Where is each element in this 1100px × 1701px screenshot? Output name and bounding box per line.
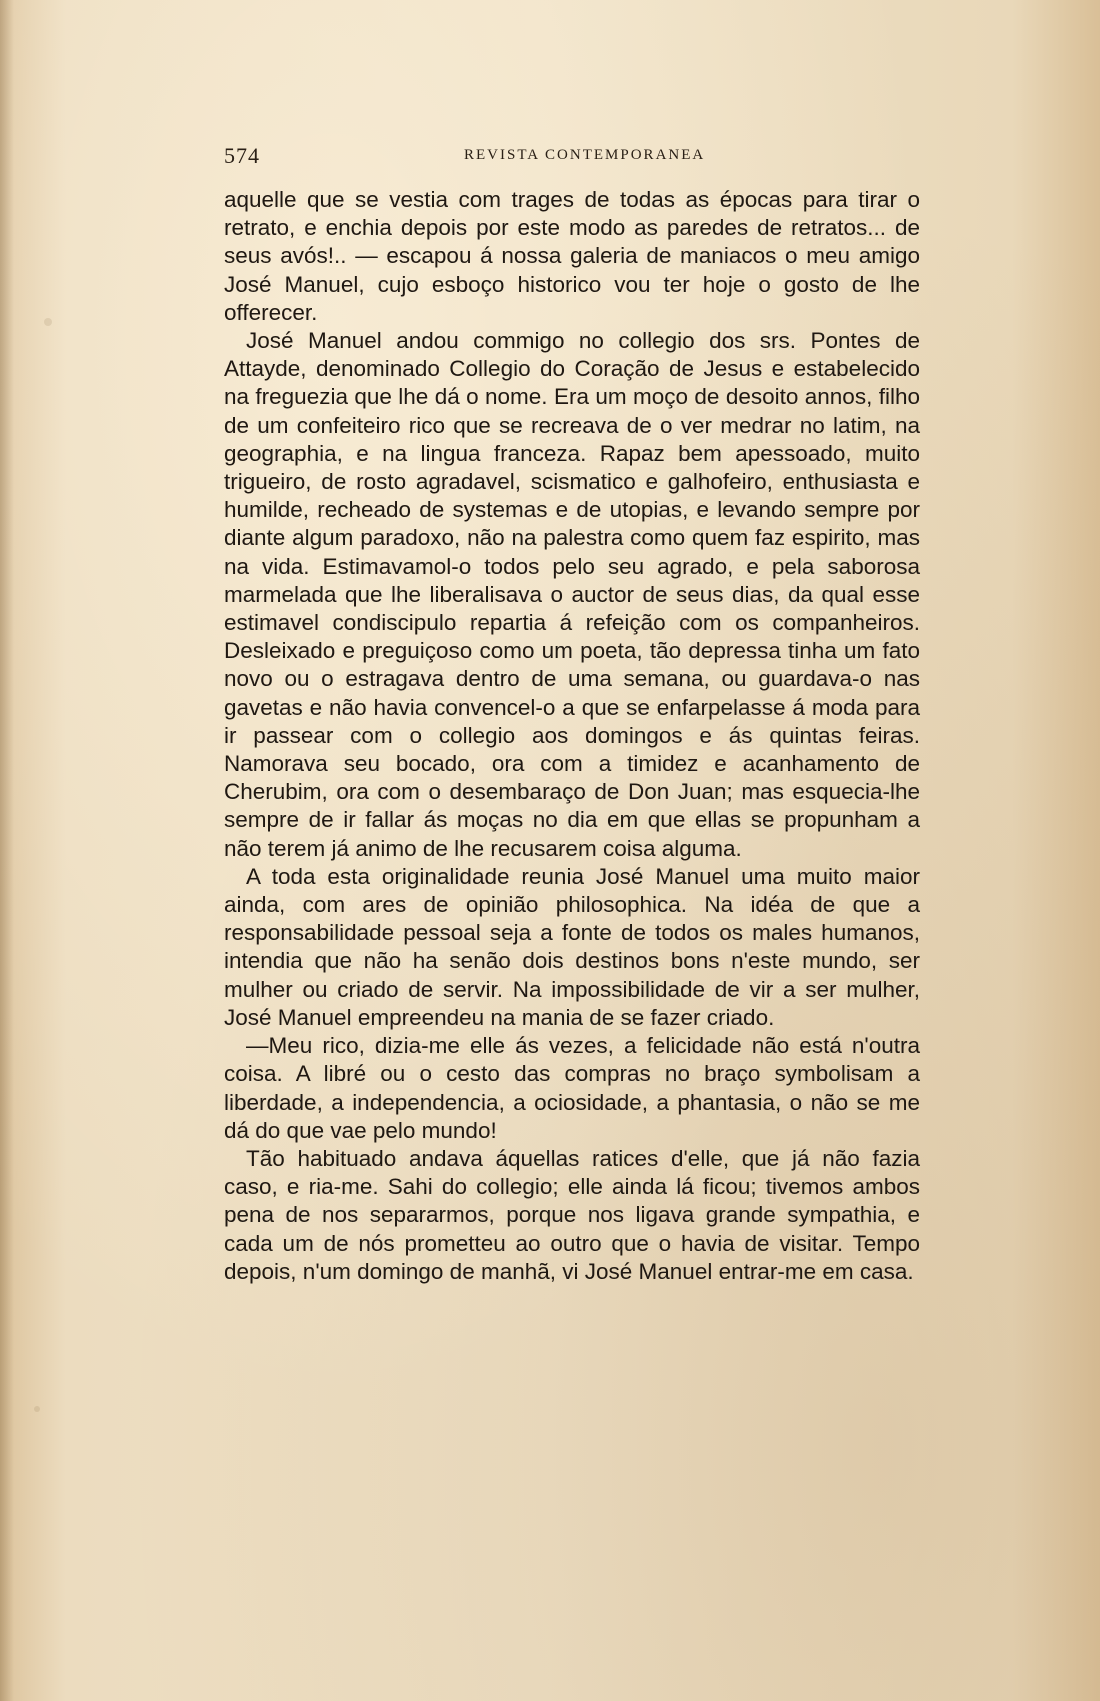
- page-header: [224, 143, 924, 169]
- paragraph: José Manuel andou commigo no collegio dos srs. Pontes de Attayde, denominado Collegio do Coração de Jesus e estabelecido na freguezia que lhe dá o nome. Era um moço de desoito annos, filho de um confeiteiro rico que se recreava de o ver medrar no latim, na geographia, e na lingua franceza. Rapaz bem apessoado, muito trigueiro, de rosto agradavel, scismatico e galhofeiro, enthusiasta e humilde, recheado de systemas e de utopias, e levando sempre por diante algum paradoxo, não na palestra como quem faz espirito, mas na vida. Estimavamol-o todos pelo seu agrado, e pela saborosa marmelada que lhe liberalisava o auctor de seus dias, da qual esse estimavel condiscipulo repartia á refeição com os companheiros. Desleixado e preguiçoso como um poeta, tão depressa tinha um fato novo ou o estragava dentro de uma semana, ou guardava-o nas gavetas e não havia convencel-o a que se enfarpelasse á moda para ir passear com o collegio aos domingos e ás quintas feiras. Namorava seu bocado, ora com a timidez e acanhamento de Cherubim, ora com o desembaraço de Don Juan; mas esquecia-lhe sempre de ir fallar ás moças no dia em que ellas se propunham a não terem já animo de lhe recusarem coisa alguma.: [224, 328, 920, 861]
- paragraph: A toda esta originalidade reunia José Manuel uma muito maior ainda, com ares de opinião philosophica. Na idéa de que a responsabilidade pessoal seja a fonte de todos os males humanos, intendia que não ha senão dois destinos bons n'este mundo, ser mulher ou criado de servir. Na impossibilidade de vir a ser mulher, José Manuel empreendeu na mania de se fazer criado.: [224, 863, 920, 1030]
- page-number: 574: [224, 143, 260, 168]
- paragraph: Tão habituado andava áquellas ratices d'elle, que já não fazia caso, e ria-me. Sahi do collegio; elle ainda lá ficou; tivemos ambos pena de nos separarmos, porque nos ligava grande sympathia, e cada um de nós prometteu ao outro que o havia de visitar. Tempo depois, n'um domingo de manhã, vi José Manuel entrar-me em casa.: [224, 1145, 920, 1284]
- page-binding-shadow: [0, 0, 14, 1701]
- paper-stain: [44, 318, 52, 326]
- body-text: [224, 186, 920, 1286]
- paper-stain: [34, 1406, 40, 1412]
- paragraph: —Meu rico, dizia-me elle ás vezes, a felicidade não está n'outra coisa. A libré ou o cesto das compras no braço symbolisam a liberdade, a independencia, a ociosidade, a phantasia, o não se me dá do que vae pelo mundo!: [224, 1033, 920, 1143]
- paragraph: aquelle que se vestia com trages de todas as épocas para tirar o retrato, e enchia depois por este modo as paredes de retratos... de seus avós!.. — escapou á nossa galeria de maniacos o meu amigo José Manuel, cujo esboço historico vou ter hoje o gosto de lhe offerecer.: [224, 187, 920, 325]
- running-title: REVISTA CONTEMPORANEA: [464, 147, 706, 163]
